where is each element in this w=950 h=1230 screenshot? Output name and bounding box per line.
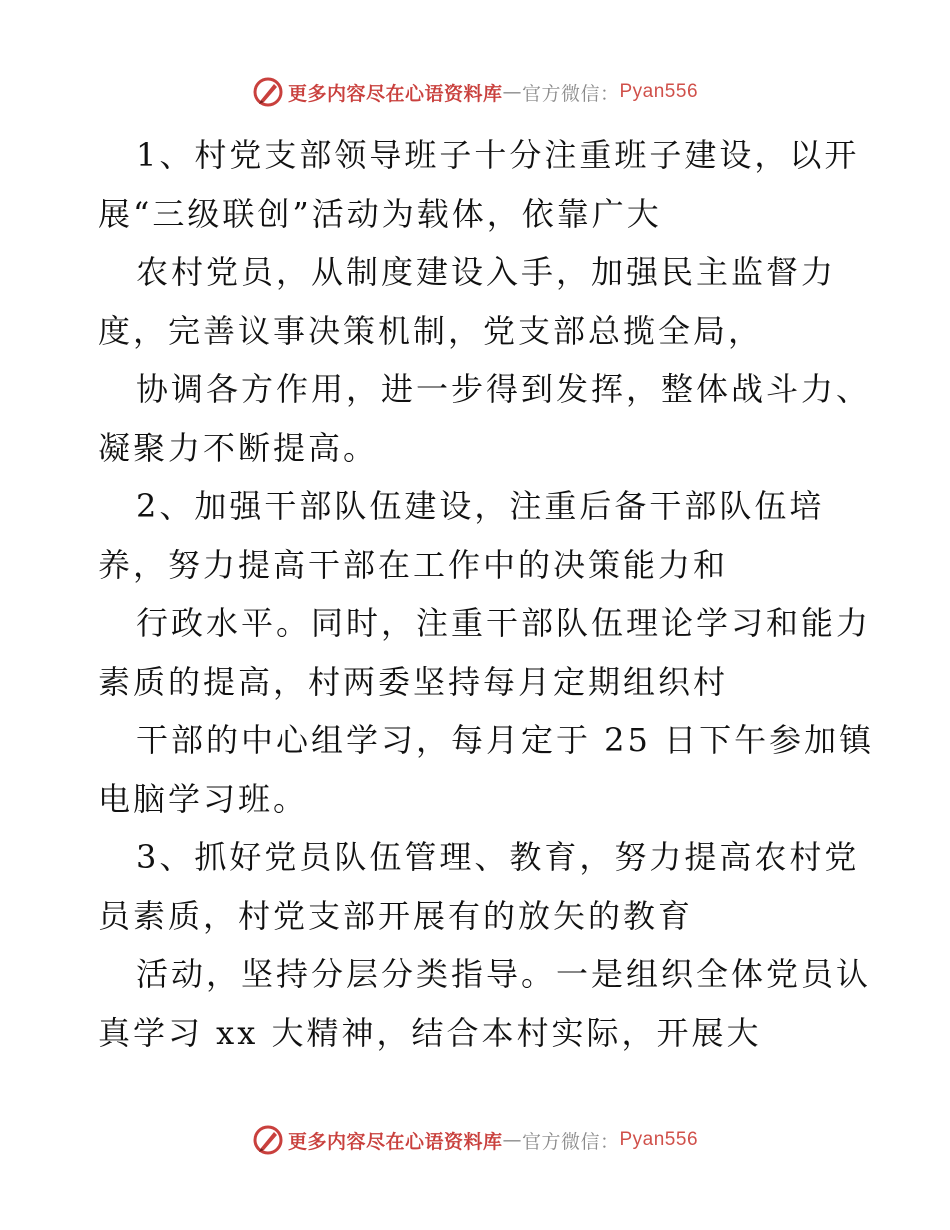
text-line: 2、加强干部队伍建设，注重后备干部队伍培: [136, 487, 825, 525]
text-line: 1、村党支部领导班子十分注重班子建设，以开: [136, 136, 860, 174]
watermark-wechat-id: Pyan556: [619, 1129, 699, 1150]
watermark-dash: —: [502, 81, 522, 103]
text-line: 真学习 xx 大精神，结合本村实际，开展大: [98, 1013, 762, 1052]
footer-watermark: [0, 1120, 950, 1160]
text-line: 度，完善议事决策机制，党支部总揽全局，: [98, 311, 764, 350]
text-line: 素质的提高，村两委坚持每月定期组织村: [98, 662, 729, 701]
text-line: 凝聚力不断提高。: [98, 428, 379, 467]
text-line: 协调各方作用，进一步得到发挥，整体战斗力、: [136, 370, 872, 408]
pen-logo-icon: [252, 76, 284, 108]
watermark-wechat-label: 官方微信：: [521, 1130, 620, 1153]
text-line: 员素质，村党支部开展有的放矢的教育: [98, 896, 694, 935]
document-body: [98, 126, 875, 1062]
text-line: 3、抓好党员队伍管理、教育，努力提高农村党: [136, 838, 860, 876]
text-line: 行政水平。同时，注重干部队伍理论学习和能力: [136, 604, 872, 642]
watermark-main-text: 更多内容尽在心语资料库: [287, 82, 503, 105]
text-line: 干部的中心组学习，每月定于 25 日下午参加镇: [136, 721, 875, 759]
text-line: 活动，坚持分层分类指导。一是组织全体党员认: [136, 955, 872, 993]
watermark-dash: —: [502, 1129, 522, 1151]
text-line: 展“三级联创”活动为载体，依靠广大: [98, 194, 662, 233]
watermark-wechat-id: Pyan556: [619, 81, 699, 102]
pen-logo-icon: [252, 1124, 284, 1156]
text-line: 电脑学习班。: [98, 779, 309, 818]
text-line: 农村党员，从制度建设入手，加强民主监督力: [136, 253, 837, 291]
watermark-wechat-label: 官方微信：: [521, 82, 620, 105]
header-watermark: [0, 72, 950, 112]
watermark-main-text: 更多内容尽在心语资料库: [287, 1130, 503, 1153]
text-line: 养，努力提高干部在工作中的决策能力和: [98, 545, 729, 584]
